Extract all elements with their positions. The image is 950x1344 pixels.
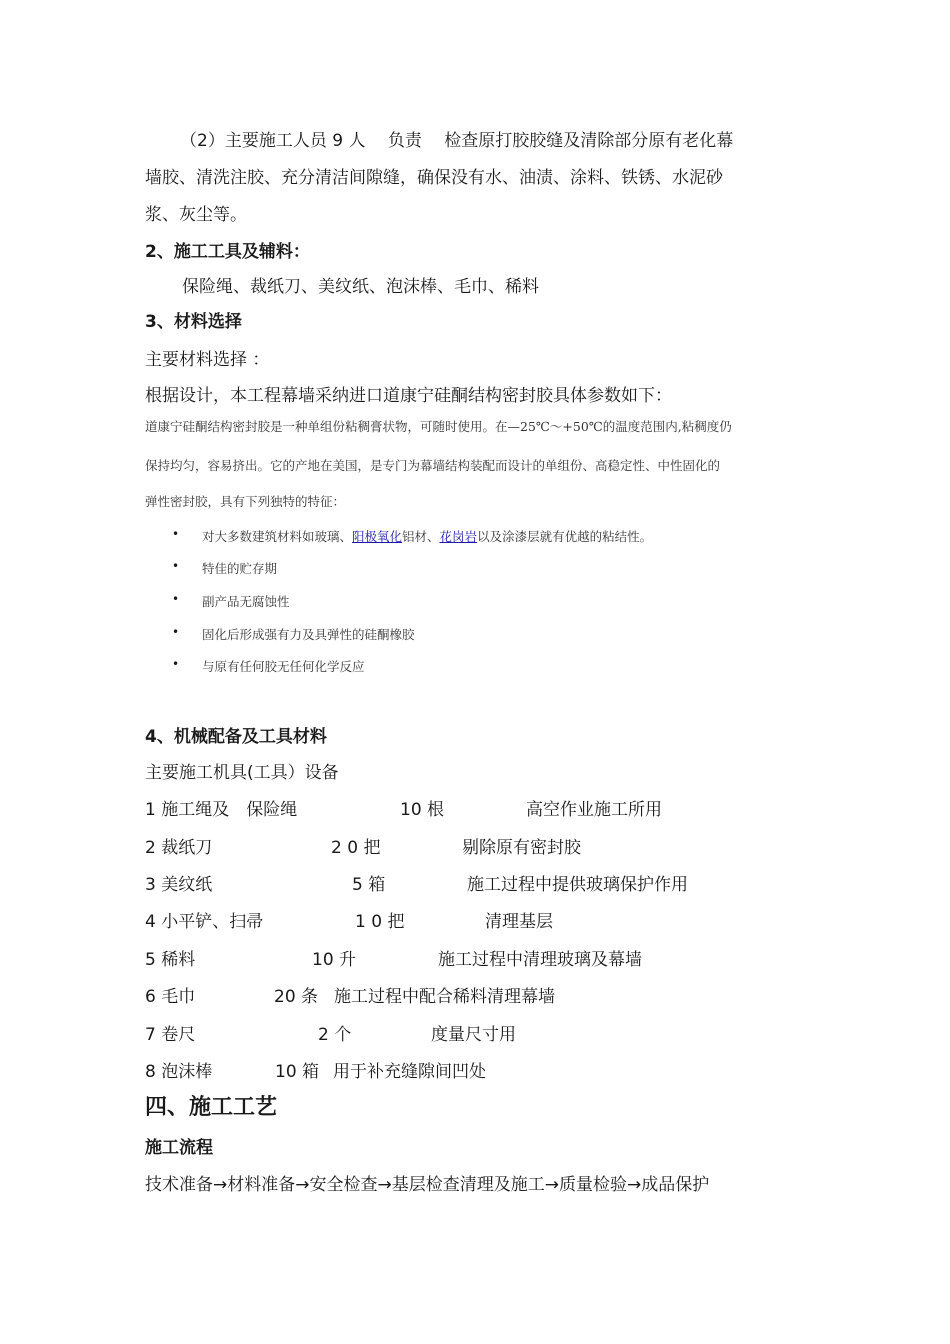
sealant-desc-line-3: 弹性密封胶，具有下列独特的特征：	[145, 494, 346, 509]
equip-row-5-qty: 10 升	[312, 950, 357, 970]
equip-row-6-name: 6 毛巾	[145, 987, 196, 1007]
bullet-1-text-post: 以及涂漆层就有优越的粘结性。	[477, 529, 653, 544]
workers-line-1: （2）主要施工人员 9 人 负责 检查原打胶胶缝及清除部分原有老化幕	[180, 131, 734, 151]
equip-row-1-use: 高空作业施工所用	[526, 800, 662, 820]
equip-row-8-use: 用于补充缝隙间凹处	[333, 1062, 486, 1082]
chapter-four-heading: 四、施工工艺	[145, 1095, 278, 1120]
bullet-marker-5: •	[172, 657, 180, 671]
equip-row-2-use: 剔除原有密封胶	[462, 838, 581, 858]
equip-row-3-name: 3 美纹纸	[145, 875, 213, 895]
section-4-subheading: 主要施工机具(工具）设备	[145, 763, 339, 783]
bullet-marker-4: •	[172, 625, 180, 639]
section-2-items: 保险绳、裁纸刀、美纹纸、泡沫棒、毛巾、稀料	[182, 277, 539, 297]
equip-row-7-name: 7 卷尺	[145, 1025, 196, 1045]
bullet-1-text-mid: 铝材、	[402, 529, 440, 544]
equip-row-1-qty: 10 根	[400, 800, 445, 820]
link-anodized[interactable]: 阳极氧化	[352, 529, 403, 544]
equip-row-4-name: 4 小平铲、扫帚	[145, 912, 264, 932]
equip-row-7-use: 度量尺寸用	[431, 1025, 516, 1045]
bullet-marker-2: •	[172, 559, 180, 573]
section-4-heading: 4、机械配备及工具材料	[145, 727, 327, 747]
section-3-intro-2: 根据设计，本工程幕墙采纳进口道康宁硅酮结构密封胶具体参数如下：	[145, 386, 672, 406]
equip-row-5-name: 5 稀料	[145, 950, 196, 970]
construction-flow-heading: 施工流程	[145, 1138, 213, 1158]
equip-row-8-name: 8 泡沫棒	[145, 1062, 213, 1082]
sealant-desc-line-2: 保持均匀，容易挤出。它的产地在美国，是专门为幕墙结构装配而设计的单组份、高稳定性、中性固化的	[145, 458, 721, 473]
construction-flow-text: 技术准备→材料准备→安全检查→基层检查清理及施工→质量检验→成品保护	[145, 1175, 710, 1195]
bullet-item-5: 与原有任何胶无任何化学反应	[202, 659, 365, 674]
bullet-marker-1: •	[172, 527, 180, 541]
section-2-heading: 2、施工工具及辅料：	[145, 242, 310, 262]
equip-row-4-qty: 1 0 把	[355, 912, 405, 932]
section-3-heading: 3、材料选择	[145, 312, 242, 332]
link-granite[interactable]: 花岗岩	[439, 529, 478, 544]
equip-row-2-qty: 2 0 把	[331, 838, 381, 858]
equip-row-8-qty: 10 箱	[275, 1062, 320, 1082]
bullet-item-3: 副产品无腐蚀性	[202, 594, 290, 609]
bullet-item-4: 固化后形成强有力及具弹性的硅酮橡胶	[202, 627, 415, 642]
section-3-intro-1: 主要材料选择 ：	[145, 350, 270, 370]
bullet-item-2: 特佳的贮存期	[202, 561, 278, 576]
equip-row-4-use: 清理基层	[485, 912, 553, 932]
equip-row-6-use: 施工过程中配合稀料清理幕墙	[334, 987, 555, 1007]
sealant-desc-line-1: 道康宁硅酮结构密封胶是一种单组份粘稠膏状物，可随时使用。在—25℃～+50℃的温度范围内,粘稠度仍	[145, 419, 732, 434]
equip-row-6-qty: 20 条	[274, 987, 319, 1007]
equip-row-3-use: 施工过程中提供玻璃保护作用	[467, 875, 688, 895]
equip-row-2-name: 2 裁纸刀	[145, 838, 213, 858]
equip-row-3-qty: 5 箱	[352, 875, 386, 895]
equip-row-5-use: 施工过程中清理玻璃及幕墙	[438, 950, 642, 970]
bullet-item-1	[202, 527, 652, 545]
equip-row-1-name: 1 施工绳及 保险绳	[145, 800, 298, 820]
equip-row-7-qty: 2 个	[318, 1025, 352, 1045]
workers-line-2: 墙胶、清洗注胶、充分清洁间隙缝，确保没有水、油渍、涂料、铁锈、水泥砂	[145, 168, 723, 188]
bullet-1-text-pre: 对大多数建筑材料如玻璃、	[202, 529, 353, 544]
bullet-marker-3: •	[172, 592, 180, 606]
workers-line-3: 浆、灰尘等。	[145, 205, 247, 225]
